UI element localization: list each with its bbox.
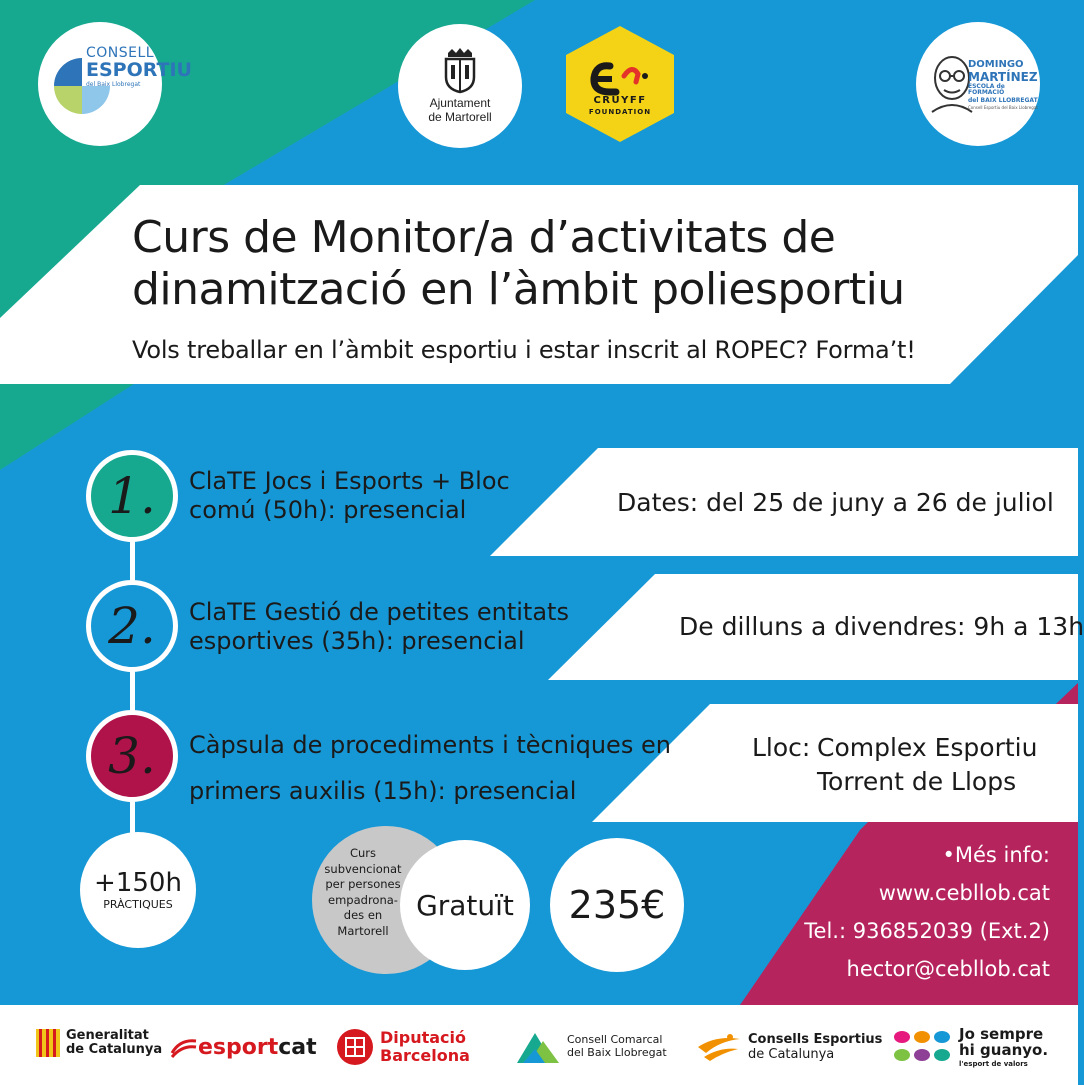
consell-comarcal-line2: del Baix Llobregat: [567, 1046, 667, 1059]
diputacio-emblem-icon: [336, 1027, 374, 1067]
subsidy-line4: empadrona-: [328, 892, 398, 907]
contact-email-link[interactable]: hector@cebllob.cat: [846, 957, 1050, 981]
cruyff-label: [566, 95, 674, 116]
contact-phone[interactable]: Tel.: 936852039 (Ext.2): [804, 919, 1050, 943]
subsidy-line6: Martorell: [337, 923, 389, 938]
consell-esportiu-line1: CONSELL: [86, 45, 155, 61]
place-line2: Torrent de Llops: [817, 767, 1017, 796]
jo-sempre-dots-icon: [893, 1027, 953, 1067]
consell-esportiu-line2: ESPORTIU: [86, 59, 192, 81]
module-2-line1: ClaTE Gestió de petites entitats: [189, 598, 569, 626]
cruyff-foundation-logo: [566, 26, 674, 142]
module-number-3: 3.: [86, 710, 178, 802]
consells-esportius-logo: [696, 1033, 882, 1062]
place-line1: Complex Esportiu: [817, 733, 1038, 762]
consell-esportiu-wordmark: [86, 46, 192, 88]
contact-web-link[interactable]: www.cebllob.cat: [878, 881, 1050, 905]
module-2-text: [189, 598, 569, 656]
generalitat-stripes-icon: [36, 1029, 60, 1057]
generalitat-line1: Generalitat: [66, 1028, 149, 1044]
domingo-line5: Consell Esportiu del Baix Llobregat: [968, 104, 1038, 110]
consell-esportiu-line3: del Baix Llobregat: [86, 81, 141, 88]
free-label: Gratuït: [416, 888, 514, 922]
domingo-line4: del BAIX LLOBREGAT: [968, 96, 1038, 104]
module-number-1: 1.: [86, 450, 178, 542]
generalitat-logo: [36, 1029, 162, 1057]
diputacio-line2: Barcelona: [380, 1046, 470, 1065]
ajuntament-line2: de Martorell: [428, 110, 492, 124]
price-label: 235€: [568, 883, 666, 927]
schedule-text: De dilluns a divendres: 9h a 13h: [679, 612, 1084, 641]
course-subtitle: Vols treballar en l’àmbit esportiu i estar inscrit al ROPEC? Forma’t!: [132, 336, 916, 364]
diputacio-logo: [336, 1027, 470, 1067]
consells-esportius-swoosh-icon: [696, 1033, 742, 1061]
consells-esportius-line2: de Catalunya: [748, 1046, 835, 1062]
domingo-martinez-wordmark: [968, 60, 1038, 110]
domingo-line1: DOMINGO: [968, 59, 1024, 70]
jo-sempre-logo: [893, 1027, 1048, 1068]
domingo-line3: ESCOLA de FORMACIÓ: [968, 83, 1005, 97]
course-title: [132, 212, 1032, 316]
consell-comarcal-logo: [515, 1029, 667, 1065]
ajuntament-martorell-logo: [398, 24, 522, 148]
module-3-line1: Càpsula de procediments i tècniques en: [189, 731, 671, 759]
subsidy-line1: Curs: [349, 846, 377, 860]
esportcat-part1: esport: [198, 1035, 279, 1060]
subsidy-line2: subvencionat: [324, 861, 402, 876]
jo-sempre-line3: l'esport de valors: [959, 1059, 1028, 1068]
free-circle: [400, 840, 530, 970]
esportcat-logo: [170, 1035, 317, 1060]
subsidy-line3: per persones: [325, 877, 401, 891]
dates-text: Dates: del 25 de juny a 26 de juliol: [617, 488, 1054, 517]
footer-logos: [0, 1005, 1078, 1085]
consells-esportius-line1: Consells Esportius: [748, 1032, 883, 1047]
price-circle: [550, 838, 684, 972]
practices-label: PRÀCTIQUES: [103, 897, 173, 911]
subsidy-line5: des en: [343, 908, 383, 922]
course-title-line2: dinamització en l’àmbit poliesportiu: [132, 264, 905, 315]
module-1-text: [189, 467, 510, 525]
course-title-line1: Curs de Monitor/a d’activitats de: [132, 212, 836, 263]
module-number-2: 2.: [86, 580, 178, 672]
module-3-text: [189, 722, 671, 814]
esportcat-part2: cat: [278, 1035, 317, 1060]
martorell-crest-icon: [440, 47, 480, 93]
place-label: Lloc:: [752, 733, 811, 762]
module-2-line2: esportives (35h): presencial: [189, 627, 525, 655]
cruyff-line1: CRUYFF: [593, 95, 647, 106]
subsidy-text: [318, 846, 408, 939]
generalitat-line2: de Catalunya: [66, 1042, 163, 1057]
practices-hours: +150h: [94, 867, 182, 898]
jo-sempre-line1: Jo sempre: [959, 1025, 1044, 1043]
practices-circle: [80, 832, 196, 948]
module-1-line1: ClaTE Jocs i Esports + Bloc: [189, 467, 510, 495]
consell-esportiu-logo: [38, 22, 192, 146]
domingo-line2: MARTÍNEZ: [968, 69, 1038, 84]
cruyff-line2: FOUNDATION: [588, 108, 652, 116]
module-1-line2: comú (50h): presencial: [189, 496, 467, 524]
esportcat-swoosh-icon: [170, 1037, 198, 1059]
ajuntament-label: [428, 97, 491, 125]
consell-comarcal-line1: Consell Comarcal: [567, 1033, 663, 1047]
diputacio-line1: Diputació: [380, 1028, 467, 1048]
module-3-line2: primers auxilis (15h): presencial: [189, 777, 577, 805]
jo-sempre-line2: hi guanyo.: [959, 1040, 1049, 1059]
consell-comarcal-mountain-icon: [515, 1029, 561, 1065]
ajuntament-line1: Ajuntament: [429, 96, 491, 111]
contact-title: •Més info:: [942, 843, 1050, 867]
